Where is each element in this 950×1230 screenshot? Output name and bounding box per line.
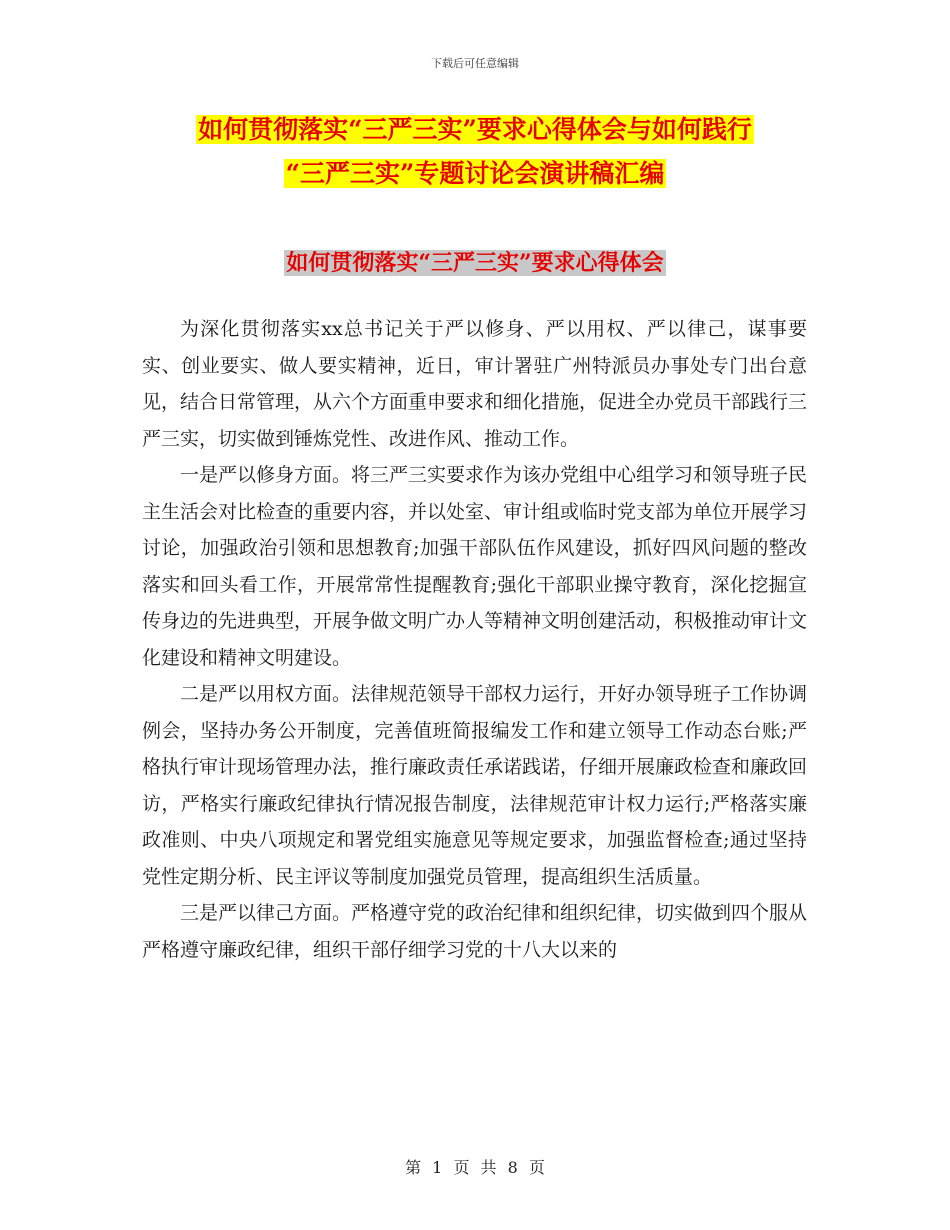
document-title-text-1: 如何贯彻落实“三严三实”要求心得体会与如何践行 [198, 115, 752, 144]
document-title-line-2 [0, 156, 950, 192]
section-heading-text: 如何贯彻落实“三严三实”要求心得体会 [286, 250, 664, 276]
paragraph-self-cultivation: 一是严以修身方面。将三严三实要求作为该办党组中心组学习和领导班子民主生活会对比检查的重要内容，并以处室、审计组或临时党支部为单位开展学习讨论，加强政治引领和思想教育;加强干部队伍作风建设，抓好四风问题的整改落实和回头看工作，开展常常性提醒教育;强化干部职业操守教育，深化挖掘宣传身边的先进典型，开展争做文明广办人等精神文明创建活动，积极推动审计文化建设和精神文明建设。 [142, 464, 808, 669]
document-title-line-1 [0, 112, 950, 148]
paragraph-intro: 为深化贯彻落实xx总书记关于严以修身、严以用权、严以律己，谋事要实、创业要实、做人要实精神，近日，审计署驻广州特派员办事处专门出台意见，结合日常管理，从六个方面重申要求和细化措施，促进全办党员干部践行三严三实，切实做到锤炼党性、改进作风、推动工作。 [142, 318, 808, 450]
section-heading [0, 246, 950, 280]
page-footer: 第 1 页 共 8 页 [405, 1158, 545, 1177]
document-title-text-2: “三严三实”专题讨论会演讲稿汇编 [285, 159, 665, 188]
paragraph-use-of-power: 二是严以用权方面。法律规范领导干部权力运行，开好办领导班子工作协调例会，坚持办务公开制度，完善值班简报编发工作和建立领导工作动态台账;严格执行审计现场管理办法，推行廉政责任承诺践诺，仔细开展廉政检查和廉政回访，严格实行廉政纪律执行情况报告制度，法律规范审计权力运行;严格落实廉政准则、中央八项规定和署党组实施意见等规定要求，加强监督检查;通过坚持党性定期分析、民主评议等制度加强党员管理，提高组织生活质量。 [142, 683, 808, 888]
document-body [142, 311, 807, 968]
header-note: 下载后可任意编辑 [431, 57, 519, 70]
paragraph-self-discipline: 三是严以律己方面。严格遵守党的政治纪律和组织纪律，切实做到四个服从严格遵守廉政纪律，组织干部仔细学习党的十八大以来的 [142, 902, 808, 961]
